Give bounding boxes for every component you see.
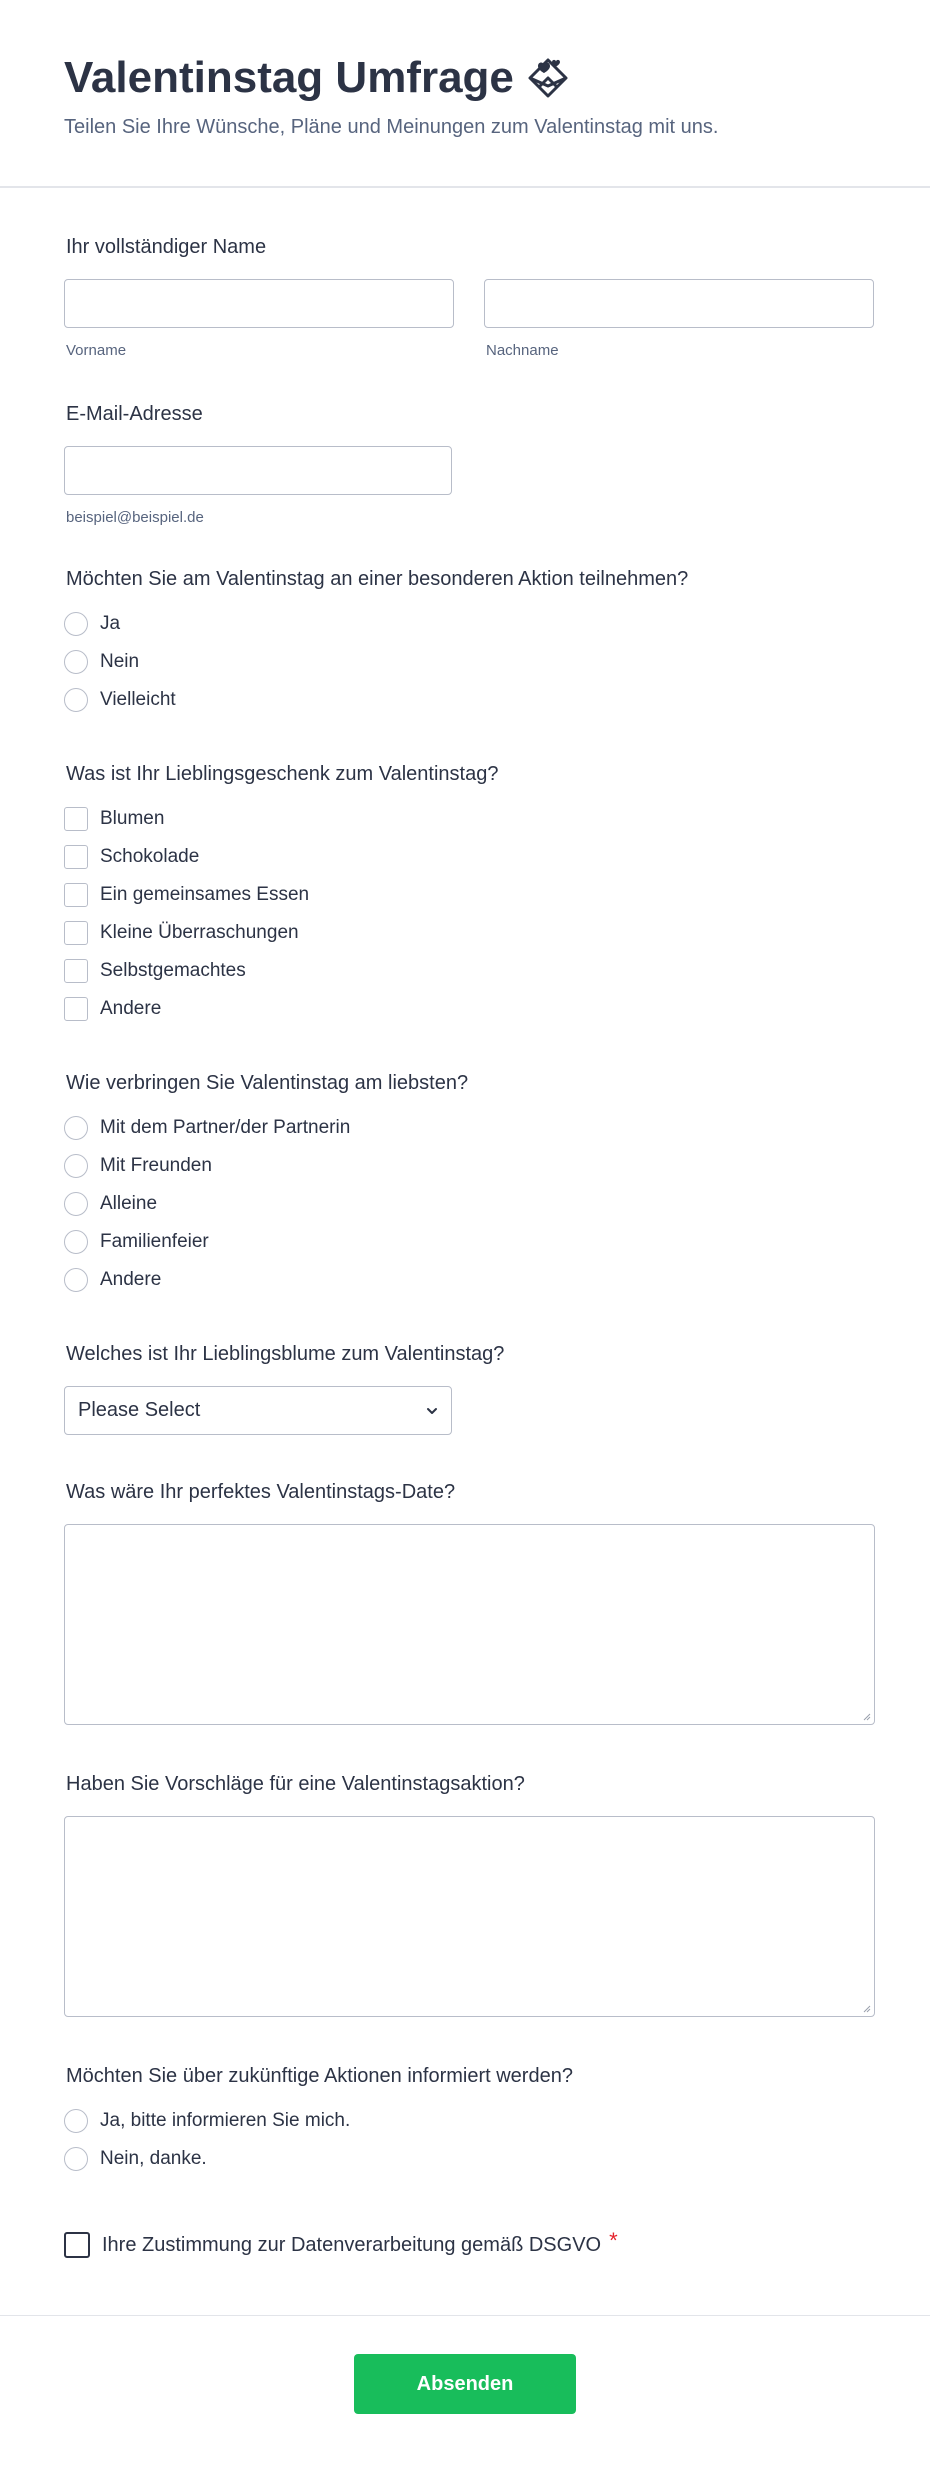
checkbox-box[interactable] [64,959,88,983]
form-title-row [64,52,866,104]
option-label: Mit dem Partner/der Partnerin [100,1117,351,1138]
option-label: Andere [100,998,162,1019]
radio-option[interactable] [64,2102,866,2140]
name-label: Ihr vollständiger Name [66,236,267,258]
resize-grip-icon[interactable] [861,2003,871,2013]
option-label: Blumen [100,808,165,829]
survey-form [0,188,930,2258]
radio-option[interactable] [64,605,866,643]
special-action-options [64,605,866,719]
suggestions-textarea[interactable] [64,1816,875,2017]
radio-option[interactable] [64,1261,866,1299]
option-label: Alleine [100,1193,158,1214]
special-action-section [64,568,866,719]
favorite-flower-select[interactable] [64,1386,452,1435]
perfect-date-textarea[interactable] [64,1524,875,1725]
option-label: Andere [100,1269,162,1290]
future-info-label: Möchten Sie über zukünftige Aktionen informiert werden? [66,2065,573,2087]
option-label: Familienfeier [100,1231,209,1252]
checkbox-option[interactable] [64,800,866,838]
last-name-col [484,279,874,359]
option-label: Selbstgemachtes [100,960,246,981]
option-label: Schokolade [100,846,200,867]
first-name-input[interactable] [64,279,454,328]
option-label: Kleine Überraschungen [100,922,299,943]
email-section [64,403,866,526]
page-title: Valentinstag Umfrage [64,53,514,102]
suggestions-section [64,1773,866,2017]
perfect-date-section [64,1481,866,1725]
first-name-col [64,279,454,359]
page-subtitle: Teilen Sie Ihre Wünsche, Pläne und Meinungen zum Valentinstag mit uns. [64,116,719,138]
perfect-date-label: Was wäre Ihr perfektes Valentinstags-Date? [66,1481,456,1503]
select-value: Please Select [78,1399,201,1421]
chevron-down-icon [425,1404,439,1418]
heart-envelope-icon [526,56,570,100]
last-name-input[interactable] [484,279,874,328]
favorite-gift-section [64,763,866,1028]
radio-option[interactable] [64,2140,866,2178]
option-label: Ja [100,613,121,634]
email-input[interactable] [64,446,452,495]
gdpr-consent[interactable] [64,2228,866,2258]
checkbox-box[interactable] [64,883,88,907]
favorite-flower-section [64,1343,866,1435]
option-label: Ja, bitte informieren Sie mich. [100,2110,351,2131]
email-label: E-Mail-Adresse [66,403,203,425]
required-mark: * [609,2228,618,2253]
favorite-gift-label: Was ist Ihr Lieblingsgeschenk zum Valentinstag? [66,763,499,785]
favorite-gift-options [64,800,866,1028]
radio-circle[interactable] [64,2109,88,2133]
checkbox-option[interactable] [64,838,866,876]
checkbox-option[interactable] [64,876,866,914]
checkbox-option[interactable] [64,952,866,990]
form-footer [0,2315,930,2465]
option-label: Vielleicht [100,689,176,710]
name-section [64,236,866,359]
radio-circle[interactable] [64,1230,88,1254]
email-sublabel: beispiel@beispiel.de [66,509,204,526]
radio-circle[interactable] [64,1268,88,1292]
spend-day-label: Wie verbringen Sie Valentinstag am liebsten? [66,1072,469,1094]
spend-day-options [64,1109,866,1299]
option-label: Mit Freunden [100,1155,212,1176]
radio-circle[interactable] [64,1116,88,1140]
option-label: Nein, danke. [100,2148,207,2169]
consent-checkbox[interactable] [64,2232,90,2258]
checkbox-box[interactable] [64,921,88,945]
suggestions-label: Haben Sie Vorschläge für eine Valentinstagsaktion? [66,1773,525,1795]
radio-circle[interactable] [64,2147,88,2171]
option-label: Nein [100,651,140,672]
form-header [0,0,930,188]
radio-circle[interactable] [64,1154,88,1178]
future-info-section [64,2065,866,2178]
radio-option[interactable] [64,681,866,719]
submit-button[interactable]: Absenden [354,2354,576,2414]
checkbox-option[interactable] [64,990,866,1028]
future-info-options [64,2102,866,2178]
radio-option[interactable] [64,1223,866,1261]
resize-grip-icon[interactable] [861,1711,871,1721]
checkbox-box[interactable] [64,997,88,1021]
first-name-sublabel: Vorname [66,342,127,359]
radio-option[interactable] [64,1109,866,1147]
consent-label: Ihre Zustimmung zur Datenverarbeitung gemäß DSGVO [102,2233,602,2256]
checkbox-box[interactable] [64,845,88,869]
checkbox-box[interactable] [64,807,88,831]
radio-circle[interactable] [64,650,88,674]
radio-option[interactable] [64,1147,866,1185]
radio-option[interactable] [64,643,866,681]
spend-day-section [64,1072,866,1299]
radio-circle[interactable] [64,1192,88,1216]
special-action-label: Möchten Sie am Valentinstag an einer besonderen Aktion teilnehmen? [66,568,689,590]
name-row [64,279,866,359]
radio-option[interactable] [64,1185,866,1223]
favorite-flower-label: Welches ist Ihr Lieblingsblume zum Valentinstag? [66,1343,505,1365]
radio-circle[interactable] [64,612,88,636]
last-name-sublabel: Nachname [486,342,559,359]
checkbox-option[interactable] [64,914,866,952]
option-label: Ein gemeinsames Essen [100,884,310,905]
radio-circle[interactable] [64,688,88,712]
